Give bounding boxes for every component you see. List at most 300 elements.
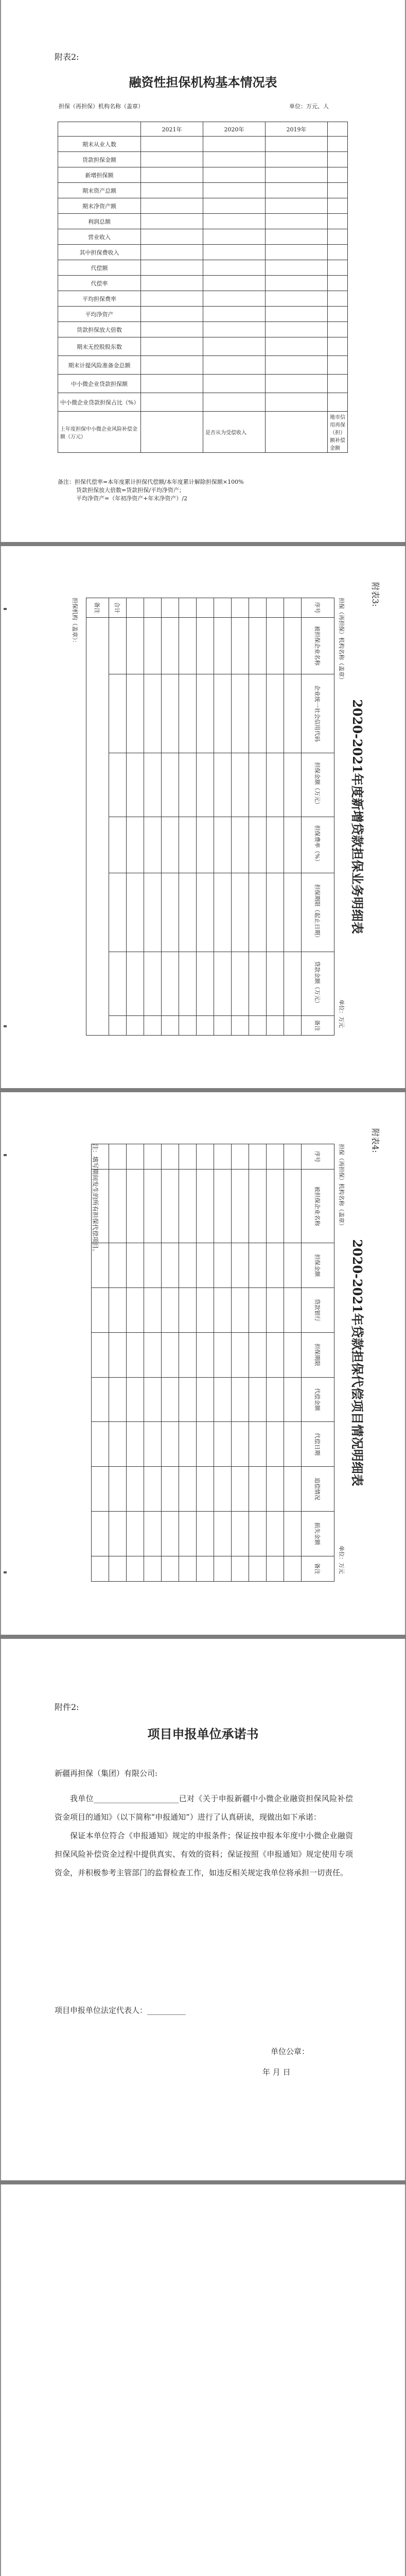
table-cell — [267, 1511, 284, 1556]
table-cell — [249, 1288, 267, 1333]
table-cell — [267, 617, 284, 674]
table-cell — [267, 753, 284, 817]
value-cell — [328, 356, 348, 375]
table-cell — [144, 1332, 162, 1377]
table-cell — [232, 1556, 249, 1581]
table-cell — [214, 1243, 232, 1288]
value-cell — [203, 393, 266, 412]
value-cell — [203, 356, 266, 375]
table-cell — [162, 617, 179, 674]
attachment-label: 附表4: — [370, 1128, 380, 1153]
total-cell — [109, 753, 127, 817]
table-cell — [92, 1422, 109, 1467]
addressee: 新疆再担保（集团）有限公司: — [55, 1769, 158, 1778]
value-cell — [328, 183, 348, 198]
table-cell — [179, 1288, 197, 1333]
table-cell — [267, 873, 284, 952]
table-cell — [232, 1377, 249, 1422]
table-cell — [179, 598, 197, 618]
value-cell — [141, 214, 203, 229]
value-cell — [266, 322, 328, 337]
value-cell — [328, 393, 348, 412]
table-cell — [214, 1556, 232, 1581]
table-cell — [109, 1377, 127, 1422]
table-cell — [162, 1243, 179, 1288]
table-cell — [92, 1467, 109, 1512]
table-cell — [284, 1556, 302, 1581]
commitment-body — [55, 1789, 353, 1882]
table-cell — [232, 753, 249, 817]
compensation-row-mid: 是否从为受偿收入 — [203, 412, 266, 453]
table-cell — [232, 1511, 249, 1556]
table-cell — [267, 1422, 284, 1467]
table-cell — [232, 1243, 249, 1288]
table-cell — [197, 873, 214, 952]
value-cell — [141, 137, 203, 152]
row-label: 期末计提风险准备金总额 — [58, 356, 141, 375]
value-cell — [266, 276, 328, 291]
note-line: 平均净资产=（年初净资产+年末净资产）/2 — [76, 495, 188, 502]
table-cell — [232, 1422, 249, 1467]
value-cell — [328, 276, 348, 291]
row-label: 期末无控股股东数 — [58, 337, 141, 356]
table-cell — [284, 1422, 302, 1467]
column-header: 代偿日期 — [302, 1422, 334, 1467]
table-cell — [197, 1377, 214, 1422]
table-cell — [267, 1016, 284, 1036]
table-cell — [214, 674, 232, 753]
total-cell — [109, 952, 127, 1015]
value-cell — [328, 322, 348, 337]
table-cell — [197, 674, 214, 753]
table-cell — [197, 1016, 214, 1036]
page-title: 融资性担保机构基本情况表 — [129, 75, 277, 90]
value-cell — [328, 307, 348, 322]
attachment-label: 附表3: — [370, 582, 380, 607]
value-cell — [328, 229, 348, 245]
row-label: 期末资产总额 — [58, 183, 141, 198]
table-cell — [127, 817, 144, 873]
row-label: 平均担保费率 — [58, 291, 141, 307]
table-cell — [197, 617, 214, 674]
side-seal-label: 担保机构（盖章）： — [72, 598, 78, 646]
table-cell — [214, 753, 232, 817]
compensation-row-right: 地市信用再保（担）额补偿金额 — [328, 412, 348, 453]
table-cell — [92, 1288, 109, 1333]
row-label: 代偿率 — [58, 276, 141, 291]
table-cell — [179, 1016, 197, 1036]
table-cell — [214, 873, 232, 952]
value-cell — [141, 322, 203, 337]
table-cell — [127, 1144, 144, 1170]
compensation-row-value-2 — [266, 412, 328, 453]
table-cell — [144, 1288, 162, 1333]
table-cell — [284, 674, 302, 753]
table-cell — [267, 1144, 284, 1170]
row-label: 代偿额 — [58, 260, 141, 276]
table-cell — [162, 1556, 179, 1581]
table-cell — [162, 1288, 179, 1333]
table-cell — [144, 873, 162, 952]
note-line: 货款担保放大倍数=货款担保/平均净资产； — [76, 487, 185, 494]
table-cell — [92, 1332, 109, 1377]
value-cell — [328, 198, 348, 214]
value-cell — [203, 375, 266, 393]
table-cell — [109, 1144, 127, 1170]
table-cell — [249, 952, 267, 1015]
table-cell — [284, 598, 302, 618]
table-cell — [249, 873, 267, 952]
table-cell — [144, 1144, 162, 1170]
value-cell — [141, 229, 203, 245]
column-header: 担保期限 — [302, 1332, 334, 1377]
table-cell — [162, 1422, 179, 1467]
value-cell — [266, 260, 328, 276]
column-header: 代偿金额 — [302, 1377, 334, 1422]
table-cell — [197, 1556, 214, 1581]
table-cell — [267, 598, 284, 618]
institution-label: 担保（再担保）机构名称（盖章） — [338, 1144, 345, 1229]
table-cell — [144, 1243, 162, 1288]
value-cell — [266, 183, 328, 198]
column-header: 企业统一社会信用代码 — [302, 674, 334, 753]
value-cell — [141, 167, 203, 183]
table-cell — [179, 1332, 197, 1377]
table-cell — [249, 817, 267, 873]
table-cell — [109, 1511, 127, 1556]
table-cell — [267, 1243, 284, 1288]
table-cell — [162, 817, 179, 873]
table-cell — [214, 1422, 232, 1467]
table-cell — [214, 1332, 232, 1377]
table-cell — [214, 1144, 232, 1170]
total-cell — [109, 1016, 127, 1036]
new-guarantee-table — [86, 598, 334, 1036]
table-cell — [249, 1332, 267, 1377]
table-cell — [109, 1556, 127, 1581]
table-cell — [284, 753, 302, 817]
value-cell — [141, 152, 203, 167]
table-cell — [109, 1332, 127, 1377]
table-cell — [127, 1243, 144, 1288]
table-cell — [144, 1170, 162, 1243]
table-cell — [127, 1377, 144, 1422]
row-label: 其中担保费收入 — [58, 245, 141, 260]
table-cell — [179, 617, 197, 674]
table-cell — [162, 674, 179, 753]
table-cell — [267, 1377, 284, 1422]
value-cell — [141, 393, 203, 412]
table-cell — [197, 1332, 214, 1377]
institution-label: 担保（再担保）机构名称（盖章） — [338, 598, 345, 683]
table-cell — [232, 674, 249, 753]
value-cell — [266, 375, 328, 393]
unit-label: 单位：万元、人 — [289, 103, 329, 110]
table-cell — [249, 1511, 267, 1556]
table-cell — [249, 1422, 267, 1467]
header-year-2021: 2021年 — [141, 122, 203, 137]
table-cell — [232, 598, 249, 618]
value-cell — [266, 137, 328, 152]
value-cell — [266, 214, 328, 229]
table-cell — [214, 1016, 232, 1036]
table-cell — [214, 598, 232, 618]
table-cell — [284, 817, 302, 873]
table-cell — [249, 1144, 267, 1170]
table-cell — [197, 1170, 214, 1243]
table-cell — [249, 1556, 267, 1581]
table-cell — [232, 1170, 249, 1243]
table-cell — [144, 1511, 162, 1556]
total-label: 合计 — [109, 598, 127, 618]
table-cell — [144, 1556, 162, 1581]
value-cell — [203, 307, 266, 322]
table-cell — [249, 617, 267, 674]
table-cell — [144, 952, 162, 1015]
table-cell — [197, 952, 214, 1015]
value-cell — [266, 152, 328, 167]
institution-label: 担保（再担保）机构名称（盖章） — [59, 103, 144, 110]
table-cell — [92, 1377, 109, 1422]
table-cell — [284, 1170, 302, 1243]
column-header: 担保金额（万元） — [302, 753, 334, 817]
value-cell — [203, 183, 266, 198]
table-cell — [179, 1467, 197, 1512]
column-header: 序号 — [302, 598, 334, 618]
table-cell — [127, 1332, 144, 1377]
table-cell — [232, 1144, 249, 1170]
table-cell — [92, 1511, 109, 1556]
column-header: 序号 — [302, 1144, 334, 1170]
notes-label: 备注 — [86, 598, 109, 618]
page-title: 2020-2021年贷款担保代偿项目情况明细表 — [350, 1239, 365, 1486]
value-cell — [328, 152, 348, 167]
row-label: 中小微企业贷款担保额 — [58, 375, 141, 393]
column-header: 损失金额 — [302, 1511, 334, 1556]
table-cell — [179, 674, 197, 753]
table-cell — [267, 1556, 284, 1581]
column-header: 被担保企业名称 — [302, 617, 334, 674]
page-title: 2020-2021年度新增贷款担保业务明细表 — [350, 699, 365, 934]
table-cell — [284, 873, 302, 952]
table-cell — [127, 1511, 144, 1556]
column-header: 追偿情况 — [302, 1467, 334, 1512]
page-title: 项目申报单位承诺书 — [147, 1726, 259, 1741]
compensation-row-value — [141, 412, 203, 453]
column-header: 担保期限（起止日期） — [302, 873, 334, 952]
table-cell — [179, 1243, 197, 1288]
table-cell — [162, 1144, 179, 1170]
table-cell — [127, 617, 144, 674]
table-cell — [249, 1243, 267, 1288]
value-cell — [203, 137, 266, 152]
table-cell — [197, 1467, 214, 1512]
value-cell — [328, 291, 348, 307]
table-cell — [92, 1556, 109, 1581]
table-cell — [232, 1332, 249, 1377]
value-cell — [203, 214, 266, 229]
body-paragraph: 我单位______________________已对《关于申报新疆中小微企业融资担保风险补偿资金项目的通知》（以下简称“申报通知”）进行了认真研读，现做出如下承诺： — [55, 1794, 353, 1822]
compensation-table — [91, 1144, 334, 1582]
note-line: 备注：担保代偿率=本年度累计担保代偿额/本年度累计解除担保额×100% — [58, 479, 244, 485]
value-cell — [203, 337, 266, 356]
table-cell — [267, 952, 284, 1015]
total-cell — [109, 674, 127, 753]
table-cell — [232, 617, 249, 674]
table-cell — [127, 753, 144, 817]
value-cell — [203, 322, 266, 337]
signature-line: 项目申报单位法定代表人：__________ — [55, 2006, 186, 2015]
table-cell — [214, 952, 232, 1015]
attachment-label: 附件2: — [55, 1702, 79, 1712]
table-cell — [214, 1288, 232, 1333]
value-cell — [203, 198, 266, 214]
value-cell — [266, 245, 328, 260]
value-cell — [328, 245, 348, 260]
table-cell — [179, 1511, 197, 1556]
value-cell — [328, 137, 348, 152]
table-cell — [162, 1511, 179, 1556]
seal-label: 单位公章： — [271, 2047, 310, 2056]
date-label: 年 月 日 — [262, 2067, 291, 2077]
row-label: 新增担保额 — [58, 167, 141, 183]
table-cell — [162, 873, 179, 952]
column-header: 备注 — [302, 1016, 334, 1036]
table-cell — [249, 1170, 267, 1243]
column-header: 担保金额 — [302, 1243, 334, 1288]
total-cell — [109, 873, 127, 952]
value-cell — [141, 276, 203, 291]
page-1 — [1, 0, 405, 542]
table-cell — [127, 952, 144, 1015]
table-cell — [162, 1170, 179, 1243]
table-cell — [144, 753, 162, 817]
column-header: 贷款银行 — [302, 1288, 334, 1333]
table-note: 注：填写期间发生的所有担保代偿项目。 — [92, 1144, 99, 1256]
compensation-row-label: 上年度担保中小微企业风险补偿金额（万元） — [58, 412, 141, 453]
table-cell — [144, 617, 162, 674]
value-cell — [141, 356, 203, 375]
basic-info-table — [58, 122, 348, 453]
table-cell — [197, 753, 214, 817]
table-cell — [144, 817, 162, 873]
page-2 — [1, 546, 405, 1088]
table-cell — [214, 1170, 232, 1243]
value-cell — [266, 337, 328, 356]
row-label: 营业收入 — [58, 229, 141, 245]
table-cell — [232, 817, 249, 873]
value-cell — [266, 167, 328, 183]
total-cell — [109, 617, 127, 674]
column-header: 被担保企业名称 — [302, 1170, 334, 1243]
table-cell — [249, 674, 267, 753]
value-cell — [203, 276, 266, 291]
table-cell — [197, 1144, 214, 1170]
value-cell — [203, 260, 266, 276]
table-cell — [197, 1288, 214, 1333]
rotated-sheet — [63, 577, 382, 1056]
row-label: 期末从业人数 — [58, 137, 141, 152]
table-cell — [249, 1377, 267, 1422]
table-cell — [249, 1467, 267, 1512]
table-cell — [127, 873, 144, 952]
table-cell — [197, 1511, 214, 1556]
attachment-label: 附表2: — [55, 52, 79, 62]
table-cell — [267, 817, 284, 873]
table-cell — [109, 1170, 127, 1243]
value-cell — [328, 260, 348, 276]
table-cell — [127, 598, 144, 618]
table-cell — [232, 1467, 249, 1512]
value-cell — [203, 229, 266, 245]
table-cell — [109, 1467, 127, 1512]
table-cell — [214, 617, 232, 674]
table-cell — [179, 1556, 197, 1581]
table-cell — [214, 1511, 232, 1556]
table-cell — [162, 753, 179, 817]
value-cell — [141, 183, 203, 198]
table-cell — [127, 1288, 144, 1333]
value-cell — [203, 167, 266, 183]
table-cell — [232, 952, 249, 1015]
table-cell — [162, 1332, 179, 1377]
table-cell — [197, 1422, 214, 1467]
row-label: 货款担保放大倍数 — [58, 322, 141, 337]
value-cell — [266, 229, 328, 245]
value-cell — [141, 375, 203, 393]
value-cell — [141, 198, 203, 214]
value-cell — [266, 291, 328, 307]
table-notes — [58, 478, 356, 503]
value-cell — [141, 307, 203, 322]
table-cell — [127, 1170, 144, 1243]
table-cell — [284, 1467, 302, 1512]
table-cell — [179, 1144, 197, 1170]
row-label: 平均净资产 — [58, 307, 141, 322]
table-cell — [284, 1144, 302, 1170]
table-cell — [162, 1377, 179, 1422]
table-cell — [127, 674, 144, 753]
table-cell — [197, 598, 214, 618]
value-cell — [328, 214, 348, 229]
row-label: 利润总额 — [58, 214, 141, 229]
table-cell — [232, 1016, 249, 1036]
value-cell — [266, 393, 328, 412]
table-cell — [179, 873, 197, 952]
unit-label: 单位：万元 — [338, 1546, 345, 1574]
table-cell — [144, 1422, 162, 1467]
table-cell — [232, 1288, 249, 1333]
table-cell — [162, 952, 179, 1015]
table-cell — [267, 1467, 284, 1512]
table-cell — [284, 1377, 302, 1422]
table-cell — [284, 952, 302, 1015]
table-cell — [162, 1467, 179, 1512]
value-cell — [266, 198, 328, 214]
table-cell — [284, 1243, 302, 1288]
row-label: 中小微企业贷款担保占比（%） — [58, 393, 141, 412]
value-cell — [328, 337, 348, 356]
table-cell — [214, 1467, 232, 1512]
value-cell — [141, 260, 203, 276]
table-cell — [267, 1332, 284, 1377]
table-cell — [109, 1243, 127, 1288]
table-cell — [127, 1556, 144, 1581]
table-cell — [144, 1467, 162, 1512]
value-cell — [328, 167, 348, 183]
value-cell — [266, 307, 328, 322]
table-cell — [284, 1016, 302, 1036]
